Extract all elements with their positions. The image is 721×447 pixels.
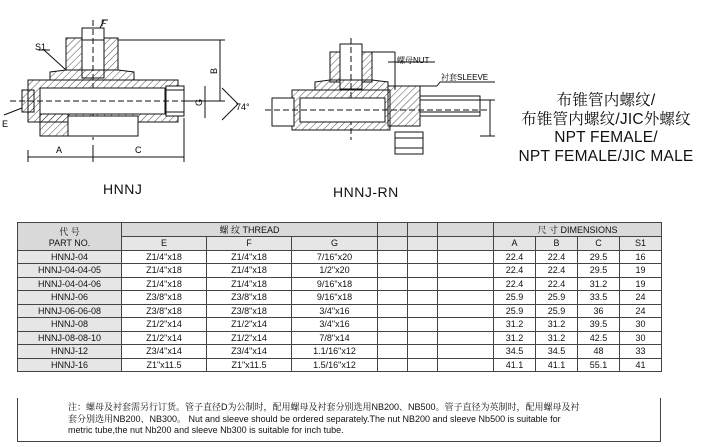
cell-f: Z1/4"x18	[207, 277, 292, 291]
label-a: A	[56, 145, 63, 155]
cell-e: Z1"x11.5	[122, 358, 207, 372]
cell-gap	[378, 277, 408, 291]
cell-gap	[438, 331, 494, 345]
cell-part: HNNJ-08-08-10	[18, 331, 122, 345]
cell-s1: 30	[620, 318, 662, 332]
cell-part: HNNJ-08	[18, 318, 122, 332]
cell-c: 33.5	[578, 291, 620, 305]
cell-e: Z3/8"x18	[122, 304, 207, 318]
cell-b: 22.4	[536, 277, 578, 291]
col-e: E	[122, 237, 207, 251]
cell-gap	[408, 331, 438, 345]
cell-s1: 24	[620, 291, 662, 305]
table-row	[18, 250, 662, 264]
cell-gap	[378, 345, 408, 359]
label-sleeve: 衬套SLEEVE	[441, 73, 489, 82]
cell-a: 41.1	[494, 358, 536, 372]
product-title	[501, 92, 711, 166]
cell-f: Z1/2"x14	[207, 318, 292, 332]
cell-e: Z1/2"x14	[122, 331, 207, 345]
cell-gap	[438, 318, 494, 332]
title-line-3: NPT FEMALE/	[554, 129, 658, 146]
order-notes	[17, 398, 661, 442]
label-b: B	[209, 67, 219, 74]
cell-c: 31.2	[578, 277, 620, 291]
model-label-hnnj-rn: HNNJ-RN	[333, 184, 399, 200]
cell-f: Z1/2"x14	[207, 331, 292, 345]
cell-s1: 19	[620, 264, 662, 278]
cell-g: 1.5/16"x12	[292, 358, 378, 372]
part-header	[18, 223, 122, 251]
cell-part: HNNJ-04-04-05	[18, 264, 122, 278]
cell-c: 36	[578, 304, 620, 318]
cell-gap	[378, 250, 408, 264]
table-row	[18, 277, 662, 291]
part-header-cn: 代 号	[59, 226, 80, 237]
cell-e: Z1/4"x18	[122, 277, 207, 291]
cell-b: 41.1	[536, 358, 578, 372]
cell-e: Z1/2"x14	[122, 318, 207, 332]
cell-e: Z1/4"x18	[122, 250, 207, 264]
cell-b: 25.9	[536, 291, 578, 305]
title-line-2: 布锥管内螺纹/JIC外螺纹	[521, 110, 691, 128]
cell-a: 31.2	[494, 331, 536, 345]
col-g: G	[292, 237, 378, 251]
hnnj-rn-drawing	[265, 38, 495, 154]
cell-e: Z3/4"x14	[122, 345, 207, 359]
table-row	[18, 304, 662, 318]
cell-a: 25.9	[494, 304, 536, 318]
cell-gap	[438, 358, 494, 372]
cell-g: 7/16"x20	[292, 250, 378, 264]
cell-c: 39.5	[578, 318, 620, 332]
gap-header-3	[438, 223, 494, 237]
label-g: G	[194, 98, 204, 106]
cell-gap	[408, 318, 438, 332]
cell-b: 34.5	[536, 345, 578, 359]
col-c: C	[578, 237, 620, 251]
cell-gap	[378, 264, 408, 278]
cell-s1: 16	[620, 250, 662, 264]
cell-g: 3/4"x16	[292, 304, 378, 318]
cell-f: Z1"x11.5	[207, 358, 292, 372]
table-row	[18, 318, 662, 332]
cell-part: HNNJ-06-06-08	[18, 304, 122, 318]
cell-a: 25.9	[494, 291, 536, 305]
cell-b: 22.4	[536, 250, 578, 264]
cell-gap	[408, 304, 438, 318]
cell-a: 31.2	[494, 318, 536, 332]
table-row	[18, 331, 662, 345]
cell-gap	[408, 264, 438, 278]
cell-part: HNNJ-16	[18, 358, 122, 372]
table-row	[18, 358, 662, 372]
cell-gap	[438, 250, 494, 264]
cell-gap	[378, 331, 408, 345]
label-nut: 螺母NUT	[397, 56, 430, 65]
cell-f: Z1/4"x18	[207, 264, 292, 278]
title-line-4: NPT FEMALE/JIC MALE	[518, 147, 694, 165]
cell-e: Z3/8"x18	[122, 291, 207, 305]
col-b: B	[536, 237, 578, 251]
note-line-1: 注：螺母及衬套需另行订货。管子直径D为公制时，配用螺母及衬套分别选用NB200、NB500。管子直径为英制时，配用螺母及衬	[68, 402, 580, 412]
cell-s1: 33	[620, 345, 662, 359]
cell-gap	[378, 291, 408, 305]
cell-c: 55.1	[578, 358, 620, 372]
cell-gap	[378, 318, 408, 332]
cell-a: 34.5	[494, 345, 536, 359]
cell-gap	[408, 358, 438, 372]
table-row	[18, 291, 662, 305]
cell-gap	[438, 264, 494, 278]
cell-gap	[438, 291, 494, 305]
thread-header: 螺 纹 THREAD	[122, 223, 378, 237]
cell-c: 48	[578, 345, 620, 359]
cell-b: 22.4	[536, 264, 578, 278]
label-angle: 74°	[236, 102, 250, 112]
cell-gap	[438, 277, 494, 291]
cell-a: 22.4	[494, 277, 536, 291]
gap-sub-1	[378, 237, 408, 251]
label-f: F	[101, 18, 107, 28]
cell-f: Z3/4"x14	[207, 345, 292, 359]
cell-g: 7/8"x14	[292, 331, 378, 345]
cell-f: Z1/4"x18	[207, 250, 292, 264]
cell-g: 1/2"x20	[292, 264, 378, 278]
cell-s1: 30	[620, 331, 662, 345]
title-line-1: 布锥管内螺纹/	[556, 92, 656, 109]
cell-gap	[438, 345, 494, 359]
cell-g: 9/16"x18	[292, 291, 378, 305]
cell-a: 22.4	[494, 264, 536, 278]
cell-part: HNNJ-06	[18, 291, 122, 305]
cell-part: HNNJ-12	[18, 345, 122, 359]
cell-gap	[408, 277, 438, 291]
gap-header-1	[378, 223, 408, 237]
cell-gap	[408, 345, 438, 359]
cell-s1: 24	[620, 304, 662, 318]
cell-f: Z3/8"x18	[207, 291, 292, 305]
dims-header: 尺 寸 DIMENSIONS	[494, 223, 662, 237]
cell-c: 42.5	[578, 331, 620, 345]
cell-b: 31.2	[536, 331, 578, 345]
cell-gap	[408, 250, 438, 264]
cell-g: 1.1/16"x12	[292, 345, 378, 359]
cell-s1: 19	[620, 277, 662, 291]
col-s1: S1	[620, 237, 662, 251]
table-row	[18, 264, 662, 278]
gap-header-2	[408, 223, 438, 237]
note-line-3: metric tube,the nut Nb200 and sleeve Nb300 is suitable for inch tube.	[68, 425, 344, 435]
table-row	[18, 345, 662, 359]
cell-gap	[408, 291, 438, 305]
cell-gap	[438, 304, 494, 318]
gap-sub-3	[438, 237, 494, 251]
cell-gap	[378, 358, 408, 372]
part-header-en: PART NO.	[48, 237, 91, 248]
cell-part: HNNJ-04	[18, 250, 122, 264]
cell-e: Z1/4"x18	[122, 264, 207, 278]
label-e: E	[2, 119, 9, 129]
label-s1: S1	[35, 42, 47, 52]
cell-c: 29.5	[578, 250, 620, 264]
cell-g: 3/4"x16	[292, 318, 378, 332]
model-label-hnnj: HNNJ	[103, 181, 143, 197]
cell-a: 22.4	[494, 250, 536, 264]
cell-f: Z3/8"x18	[207, 304, 292, 318]
spec-table	[17, 222, 662, 372]
cell-s1: 41	[620, 358, 662, 372]
cell-part: HNNJ-04-04-06	[18, 277, 122, 291]
cell-c: 29.5	[578, 264, 620, 278]
gap-sub-2	[408, 237, 438, 251]
cell-gap	[378, 304, 408, 318]
cell-b: 25.9	[536, 304, 578, 318]
cell-g: 9/16"x18	[292, 277, 378, 291]
cell-b: 31.2	[536, 318, 578, 332]
label-c: C	[135, 145, 142, 155]
col-a: A	[494, 237, 536, 251]
note-line-2: 套分别选用NB200、NB300。 Nut and sleeve should be ordered separately.The nut NB200 and sleeve Nb500 is suitable for	[68, 413, 561, 424]
col-f: F	[207, 237, 292, 251]
